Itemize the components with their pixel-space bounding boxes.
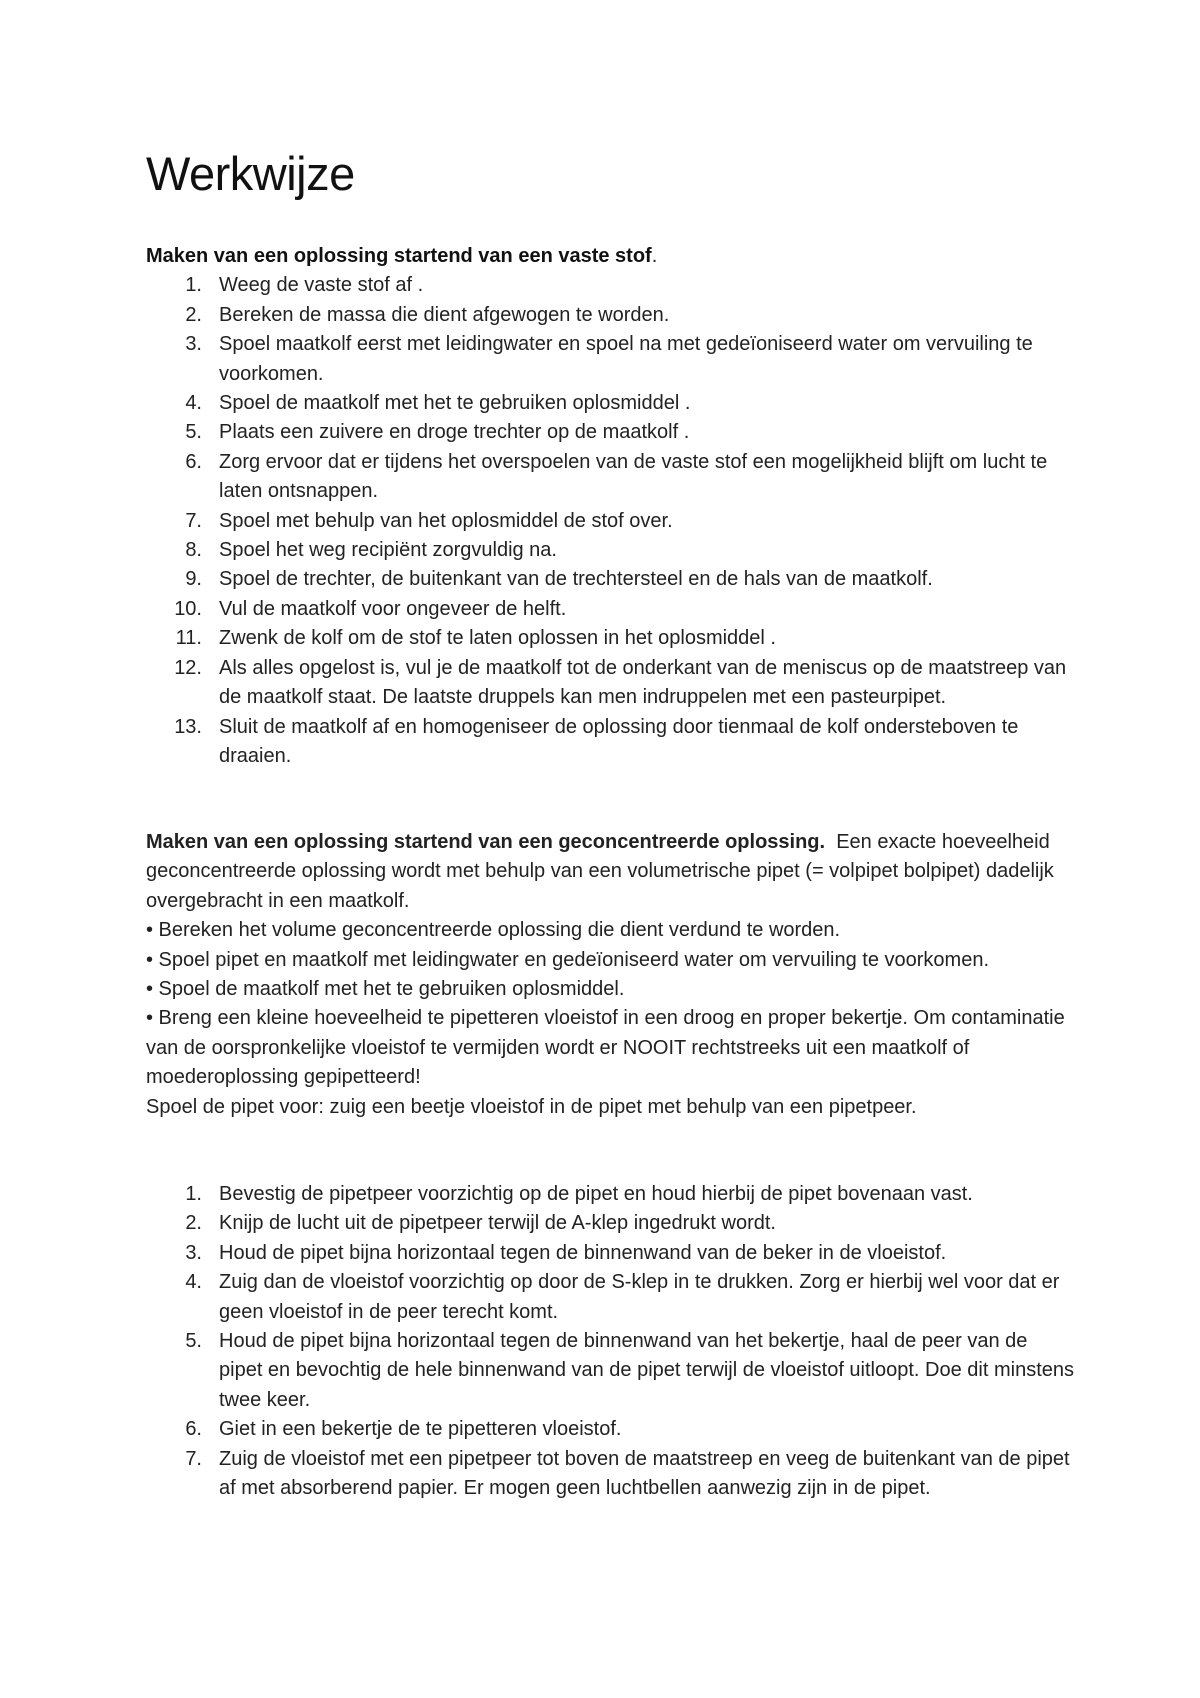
list-number: 13.: [174, 715, 202, 738]
list-text: Zwenk de kolf om de stof te laten oplossen in het oplosmiddel .: [219, 627, 776, 650]
list-text: Spoel het weg recipiënt zorgvuldig na.: [219, 539, 557, 562]
list-item: [146, 1209, 1076, 1238]
list-item: [146, 448, 1076, 507]
list-number: 3.: [185, 1241, 202, 1264]
numbered-list: [146, 271, 1076, 771]
section-note: Spoel de pipet voor: zuig een beetje vloeistof in de pipet met behulp van een pipetpeer.: [146, 1095, 917, 1118]
pipetting-steps: [146, 1180, 1076, 1503]
list-text: Bevestig de pipetpeer voorzichtig op de pipet en houd hierbij de pipet bovenaan vast.: [219, 1183, 973, 1205]
list-number: 5.: [185, 1330, 202, 1353]
list-item: [146, 389, 1076, 418]
list-item: [146, 271, 1076, 300]
list-item: [146, 1268, 1076, 1327]
section-heading: Maken van een oplossing startend van een geconcentreerde oplossing.: [146, 831, 826, 853]
list-number: 6.: [185, 1418, 202, 1441]
list-number: 9.: [185, 568, 202, 591]
list-number: 7.: [185, 1447, 202, 1470]
bullet-item: • Spoel pipet en maatkolf met leidingwater en gedeïoniseerd water om vervuiling te voorkomen.: [146, 948, 990, 971]
section-intro: Een exacte hoeveelheid geconcentreerde oplossing wordt met behulp van een volumetrische pipet (= volpipet bolpipet) dadelijk overgebracht in een maatkolf.: [146, 831, 1054, 912]
list-text: Spoel maatkolf eerst met leidingwater en spoel na met gedeïoniseerd water om vervuiling te voorkomen.: [219, 333, 1033, 385]
section-solid-solution: [146, 242, 1076, 771]
list-number: 2.: [185, 1212, 202, 1235]
section-heading-text: Maken van een oplossing startend van een vaste stof: [146, 245, 652, 267]
bullet-item: • Bereken het volume geconcentreerde oplossing die dient verdund te worden.: [146, 919, 841, 942]
list-item: [146, 1180, 1076, 1209]
list-text: Houd de pipet bijna horizontaal tegen de binnenwand van het bekertje, haal de peer van de pipet en bevochtig de hele binnenwand van de pipet terwijl de vloeistof uitloopt. Doe dit minstens twee keer.: [219, 1330, 1074, 1411]
list-text: Als alles opgelost is, vul je de maatkolf tot de onderkant van de meniscus op de maatstreep van de maatkolf staat. De laatste druppels kan men indruppelen met een pasteurpipet.: [219, 656, 1067, 709]
list-text: Plaats een zuivere en droge trechter op de maatkolf .: [219, 421, 690, 444]
list-item: [146, 1327, 1076, 1415]
list-number: 5.: [185, 421, 202, 444]
list-number: 7.: [185, 509, 202, 532]
list-number: 12.: [174, 656, 202, 679]
list-text: Giet in een bekertje de te pipetteren vloeistof.: [219, 1418, 622, 1441]
list-number: 4.: [185, 1271, 202, 1294]
list-text: Spoel de trechter, de buitenkant van de trechtersteel en de hals van de maatkolf.: [219, 568, 933, 591]
page-title: Werkwijze: [146, 147, 355, 200]
list-number: 4.: [185, 392, 202, 415]
bullet-item: • Breng een kleine hoeveelheid te pipetteren vloeistof in een droog en proper bekertje. Om contaminatie van de oorspronkelijke vloeistof te vermijden wordt er NOOIT rechtstreeks uit een maatkolf of moederoplossing gepipetteerd!: [146, 1007, 1065, 1089]
list-text: Houd de pipet bijna horizontaal tegen de binnenwand van de beker in de vloeistof.: [219, 1241, 947, 1264]
list-item: [146, 595, 1076, 624]
list-item: [146, 301, 1076, 330]
list-text: Sluit de maatkolf af en homogeniseer de oplossing door tienmaal de kolf ondersteboven te draaien.: [219, 715, 1019, 767]
bullet-item: • Spoel de maatkolf met het te gebruiken oplosmiddel.: [146, 978, 625, 1001]
list-item: [146, 1415, 1076, 1444]
list-item: [146, 654, 1076, 713]
section-heading-suffix: .: [651, 245, 658, 267]
list-number: 11.: [175, 627, 202, 650]
list-number: 10.: [174, 597, 202, 620]
section-concentrated-solution: [146, 828, 1076, 1122]
list-item: [146, 507, 1076, 536]
list-item: [146, 536, 1076, 565]
list-item: [146, 624, 1076, 653]
list-number: 1.: [185, 274, 202, 297]
list-number: 3.: [185, 333, 202, 356]
list-text: Spoel met behulp van het oplosmiddel de stof over.: [219, 509, 673, 532]
list-text: Zuig dan de vloeistof voorzichtig op door de S-klep in te drukken. Zorg er hierbij wel voor dat er geen vloeistof in de peer terecht komt.: [219, 1271, 1060, 1323]
list-number: 6.: [185, 450, 202, 473]
list-text: Knijp de lucht uit de pipetpeer terwijl de A-klep ingedrukt wordt.: [219, 1212, 776, 1235]
list-text: Weeg de vaste stof af .: [219, 274, 424, 297]
list-number: 8.: [185, 539, 202, 562]
list-number: 2.: [185, 303, 202, 326]
list-item: [146, 1239, 1076, 1268]
list-text: Bereken de massa die dient afgewogen te worden.: [219, 303, 670, 326]
section-paragraph: [146, 828, 1076, 916]
list-item: [146, 713, 1076, 772]
section-heading: [146, 242, 1076, 271]
list-item: [146, 565, 1076, 594]
list-text: Zorg ervoor dat er tijdens het overspoelen van de vaste stof een mogelijkheid blijft om lucht te laten ontsnappen.: [219, 450, 1048, 503]
numbered-list: [146, 1180, 1076, 1503]
list-item: [146, 418, 1076, 447]
list-item: [146, 330, 1076, 389]
list-number: 1.: [185, 1183, 202, 1205]
list-text: Vul de maatkolf voor ongeveer de helft.: [219, 597, 567, 620]
list-text: Spoel de maatkolf met het te gebruiken oplosmiddel .: [219, 392, 691, 415]
list-item: [146, 1445, 1076, 1504]
list-text: Zuig de vloeistof met een pipetpeer tot boven de maatstreep en veeg de buitenkant van de pipet af met absorberend papier. Er mogen geen luchtbellen aanwezig zijn in de pipet.: [219, 1447, 1070, 1500]
